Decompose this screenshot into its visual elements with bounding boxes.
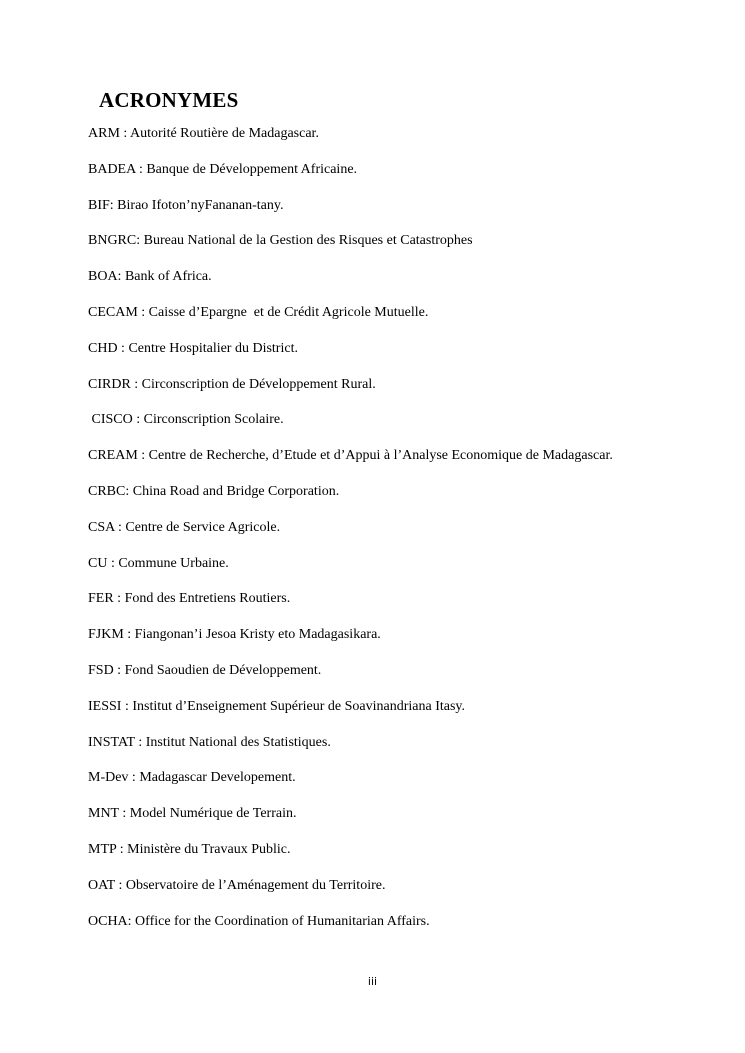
acronym-entry: OAT : Observatoire de l’Aménagement du Territoire. bbox=[88, 877, 386, 893]
page-number: iii bbox=[367, 975, 378, 988]
acronym-entry: FSD : Fond Saoudien de Développement. bbox=[88, 662, 322, 678]
acronym-entry: FJKM : Fiangonan’i Jesoa Kristy eto Madagasikara. bbox=[88, 627, 381, 643]
page-title: ACRONYMES bbox=[99, 88, 239, 112]
acronym-entry: CIRDR : Circonscription de Développement Rural. bbox=[88, 376, 376, 392]
acronym-entry: OCHA: Office for the Coordination of Humanitarian Affairs. bbox=[88, 913, 430, 929]
acronym-entry: BIF: Birao Ifoton’nyFananan-tany. bbox=[88, 197, 284, 213]
acronym-entry: M-Dev : Madagascar Developement. bbox=[88, 770, 296, 786]
acronym-entry: FER : Fond des Entretiens Routiers. bbox=[88, 591, 291, 607]
acronym-entry: BNGRC: Bureau National de la Gestion des Risques et Catastrophes bbox=[88, 233, 473, 249]
acronym-entry: CHD : Centre Hospitalier du District. bbox=[88, 340, 298, 356]
acronym-entry: MNT : Model Numérique de Terrain. bbox=[88, 806, 297, 822]
acronym-entry: BADEA : Banque de Développement Africaine. bbox=[88, 161, 358, 177]
acronym-entry: CRBC: China Road and Bridge Corporation. bbox=[88, 483, 340, 499]
acronym-entry: CISCO : Circonscription Scolaire. bbox=[88, 412, 284, 428]
acronym-list bbox=[88, 125, 613, 948]
acronym-entry: CU : Commune Urbaine. bbox=[88, 555, 229, 571]
acronym-entry: ARM : Autorité Routière de Madagascar. bbox=[88, 126, 319, 141]
acronym-entry: MTP : Ministère du Travaux Public. bbox=[88, 841, 291, 857]
acronym-entry: CECAM : Caisse d’Epargne et de Crédit Agricole Mutuelle. bbox=[88, 304, 429, 320]
acronym-entry: INSTAT : Institut National des Statistiques. bbox=[88, 734, 331, 750]
acronym-entry: CSA : Centre de Service Agricole. bbox=[88, 519, 281, 535]
acronym-entry: BOA: Bank of Africa. bbox=[88, 269, 212, 285]
acronym-entry: IESSI : Institut d’Enseignement Supérieur de Soavinandriana Itasy. bbox=[88, 698, 466, 714]
acronym-entry: CREAM : Centre de Recherche, d’Etude et d’Appui à l’Analyse Economique de Madagascar. bbox=[88, 448, 613, 464]
